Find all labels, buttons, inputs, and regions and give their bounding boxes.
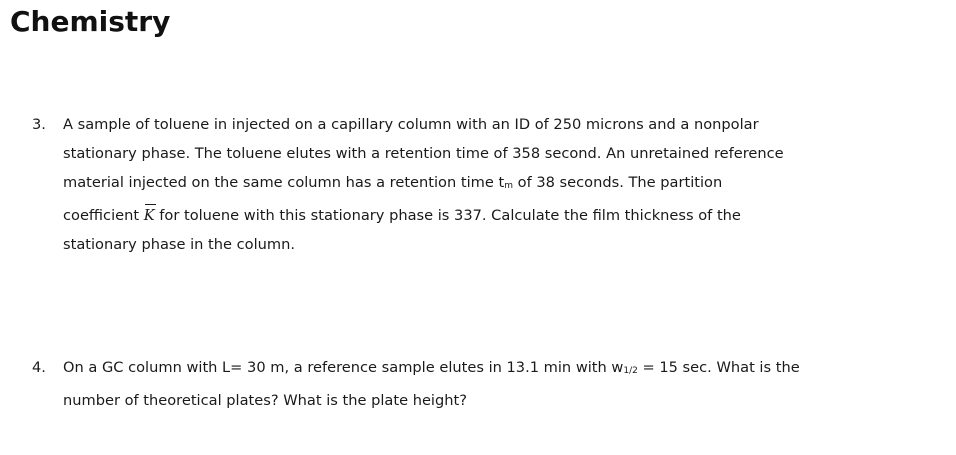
text-segment: of 38 seconds. The partition xyxy=(513,174,723,191)
question-line xyxy=(63,353,932,386)
question-text xyxy=(63,353,932,415)
page-title: Chemistry xyxy=(10,5,171,38)
question-number: 3. xyxy=(32,116,46,133)
text-segment: for toluene with this stationary phase is 337. Calculate the film thickness of the xyxy=(154,207,741,224)
question-line: stationary phase. The toluene elutes with a retention time of 358 second. An unretained reference xyxy=(63,145,784,162)
question-4 xyxy=(32,353,932,415)
text-segment: coefficient xyxy=(63,207,144,224)
text-segment: On a GC column with L= 30 m, a reference sample elutes in 13.1 min with w xyxy=(63,359,624,376)
question-line: A sample of toluene in injected on a capillary column with an ID of 250 microns and a nonpolar xyxy=(63,116,759,133)
question-line: stationary phase in the column. xyxy=(63,236,296,253)
question-number: 4. xyxy=(32,359,46,376)
question-line xyxy=(63,168,932,201)
subscript: 1/2 xyxy=(623,366,638,376)
text-segment: = 15 sec. What is the xyxy=(637,359,800,376)
text-segment: material injected on the same column has a retention time t xyxy=(63,174,505,191)
subscript: m xyxy=(504,181,513,191)
question-line xyxy=(63,201,932,230)
k-bar-symbol: K xyxy=(144,201,155,230)
question-text xyxy=(63,110,932,259)
question-line: number of theoretical plates? What is the plate height? xyxy=(63,392,467,409)
question-3 xyxy=(32,110,932,259)
